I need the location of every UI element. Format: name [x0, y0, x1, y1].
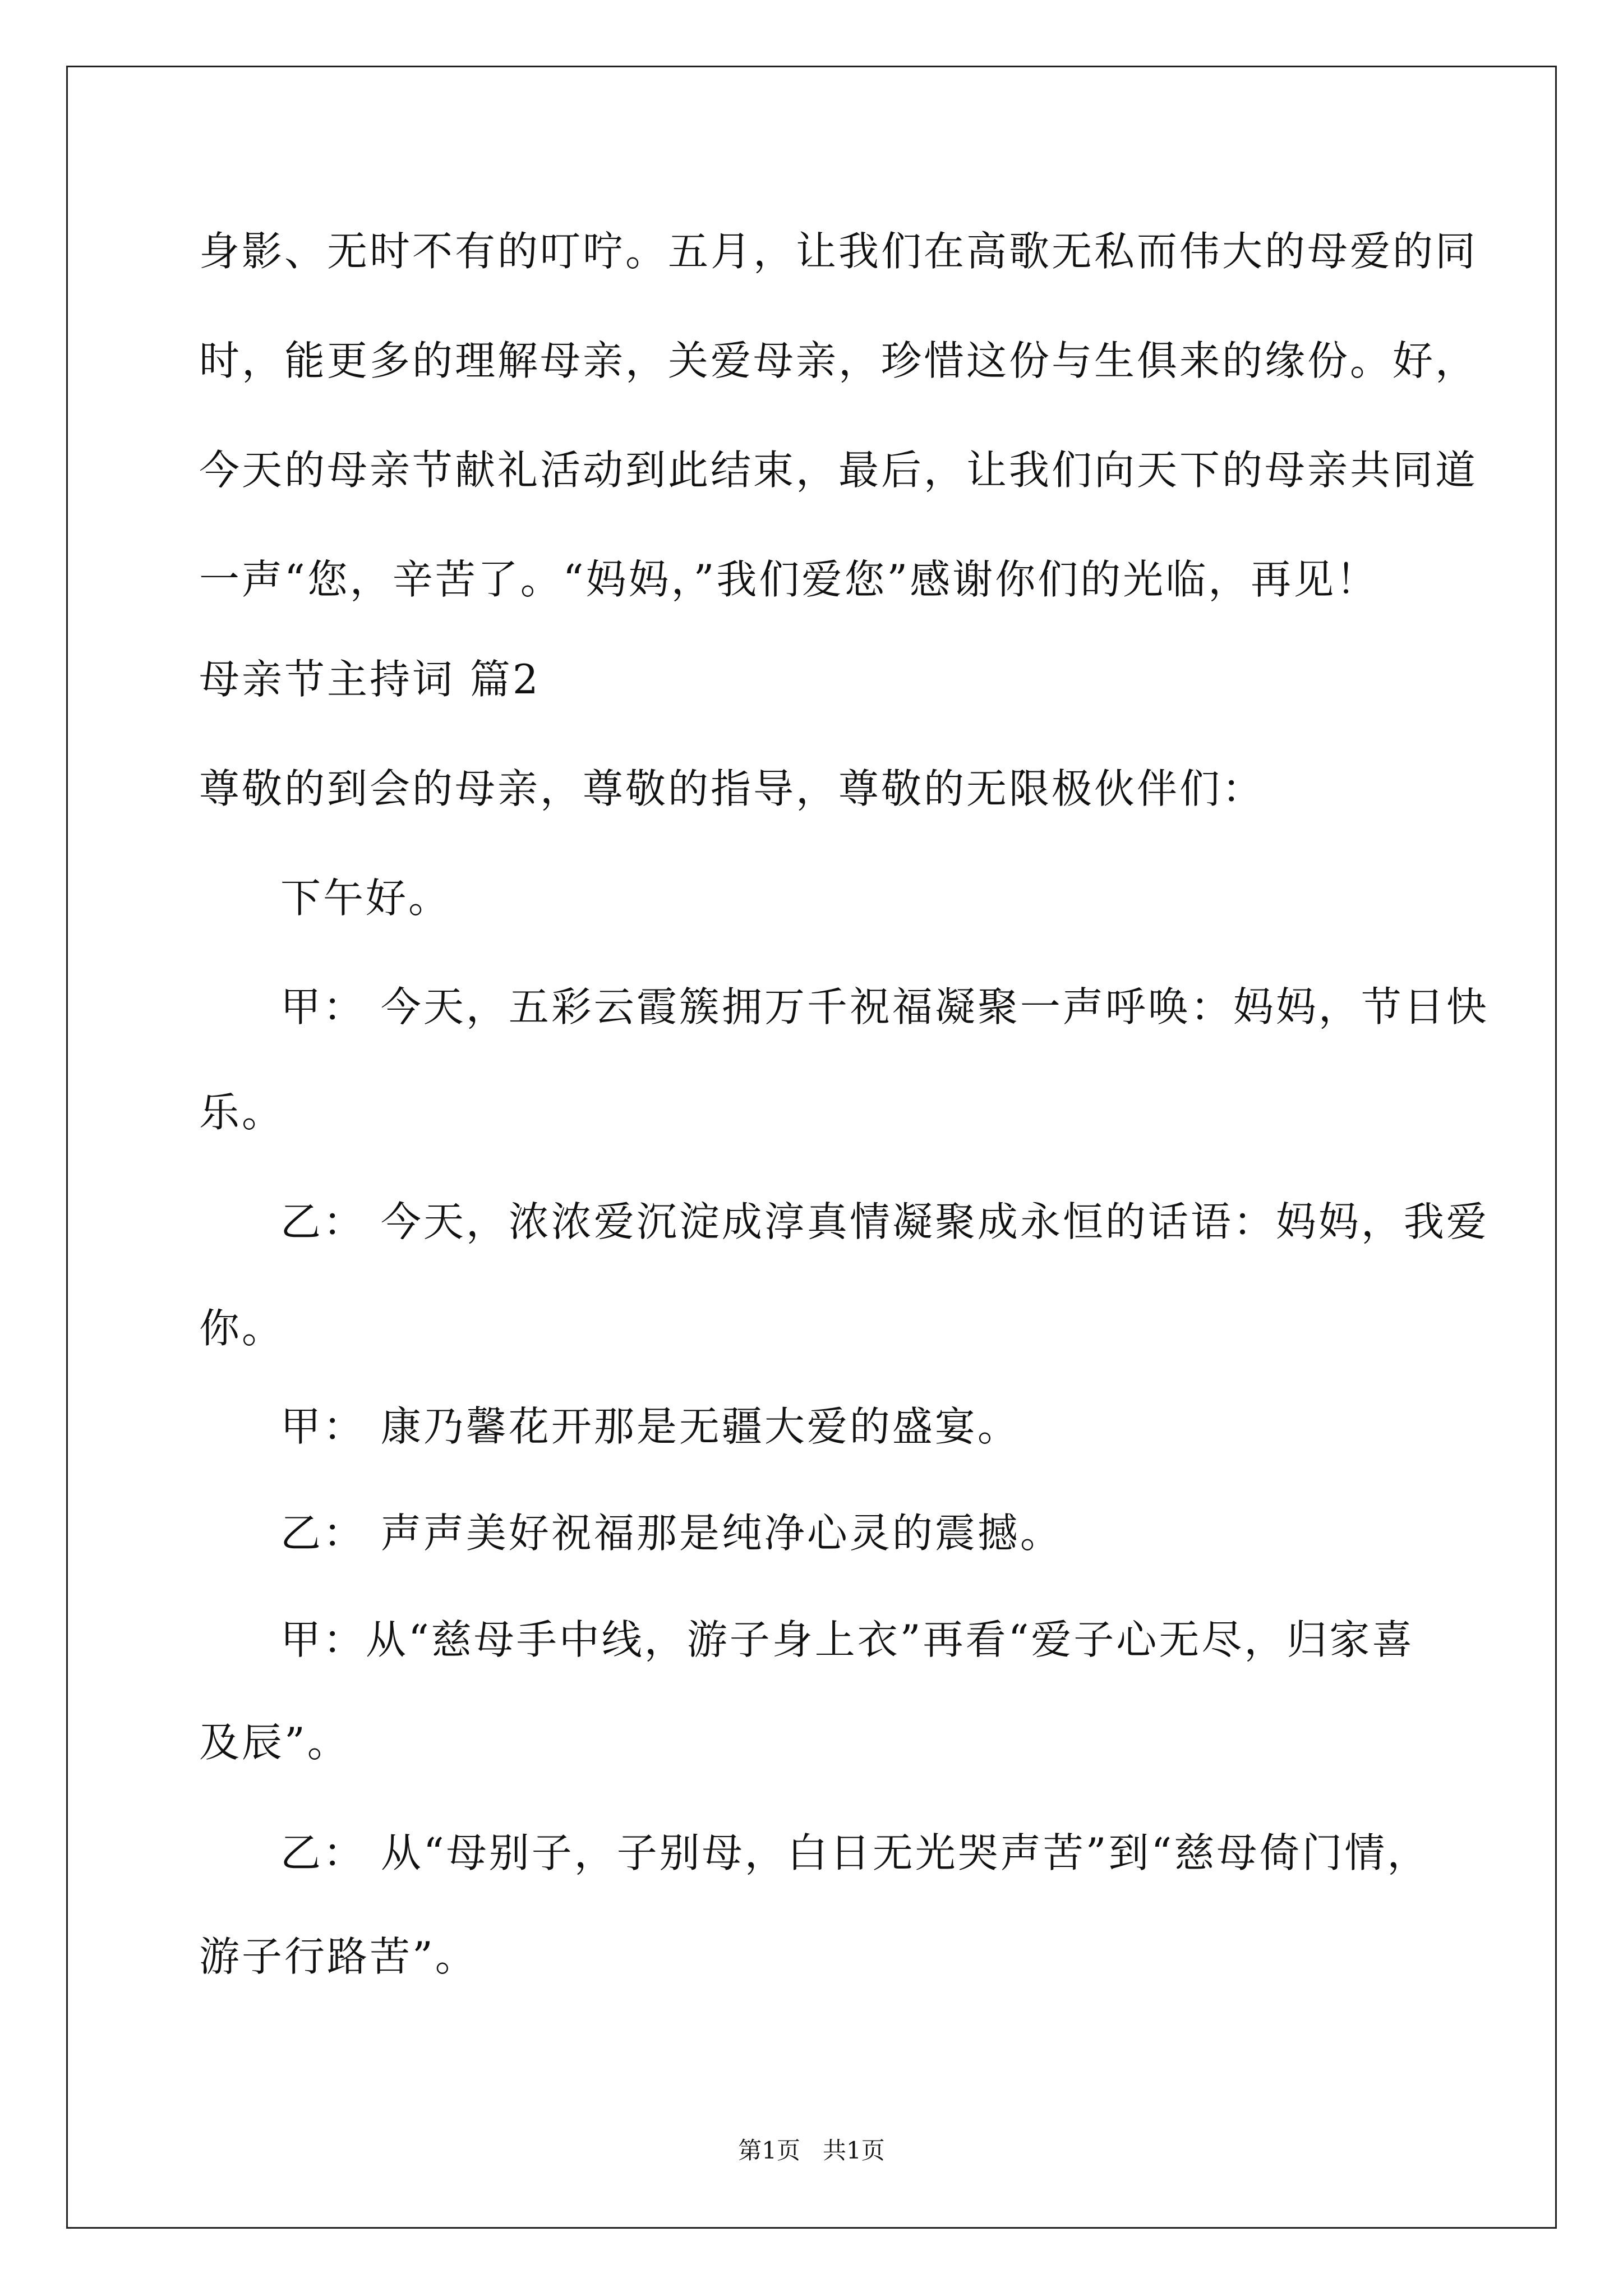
dialogue-line: 及辰”。 — [199, 1719, 350, 1766]
dialogue-line: 游子行路苦”。 — [199, 1933, 478, 1980]
paragraph-line: 身影、无时不有的叮咛。五月，让我们在高歌无私而伟大的母爱的同 — [199, 228, 1478, 275]
page-number-footer: 第1页 共1页 — [738, 2137, 885, 2164]
page-border — [66, 66, 1557, 2229]
dialogue-line: 乙： 声声美好祝福那是纯净心灵的震撼。 — [280, 1510, 1063, 1557]
dialogue-line: 甲：从“慈母手中线，游子身上衣”再看“爱子心无尽，归家喜 — [280, 1616, 1415, 1663]
dialogue-line: 甲： 今天，五彩云霞簇拥万千祝福凝聚一声呼唤：妈妈，节日快 — [280, 983, 1489, 1030]
dialogue-line: 乐。 — [199, 1089, 285, 1136]
greeting: 下午好。 — [280, 875, 451, 922]
dialogue-line: 你。 — [199, 1305, 285, 1352]
paragraph-line: 一声“您，辛苦了。“妈妈，”我们爱您”感谢你们的光临，再见！ — [199, 556, 1379, 603]
salutation: 尊敬的到会的母亲，尊敬的指导，尊敬的无限极伙伴们： — [199, 765, 1265, 812]
section-heading: 母亲节主持词 篇2 — [199, 656, 541, 703]
paragraph-line: 时，能更多的理解母亲，关爱母亲，珍惜这份与生俱来的缘份。好， — [199, 337, 1478, 384]
dialogue-line: 乙： 今天，浓浓爱沉淀成淳真情凝聚成永恒的话语：妈妈，我爱 — [280, 1198, 1489, 1245]
dialogue-line: 甲： 康乃馨花开那是无疆大爱的盛宴。 — [280, 1403, 1020, 1450]
paragraph-line: 今天的母亲节献礼活动到此结束，最后，让我们向天下的母亲共同道 — [199, 447, 1478, 494]
dialogue-line: 乙： 从“母别子，子别母，白日无光哭声苦”到“慈母倚门情， — [280, 1829, 1430, 1876]
